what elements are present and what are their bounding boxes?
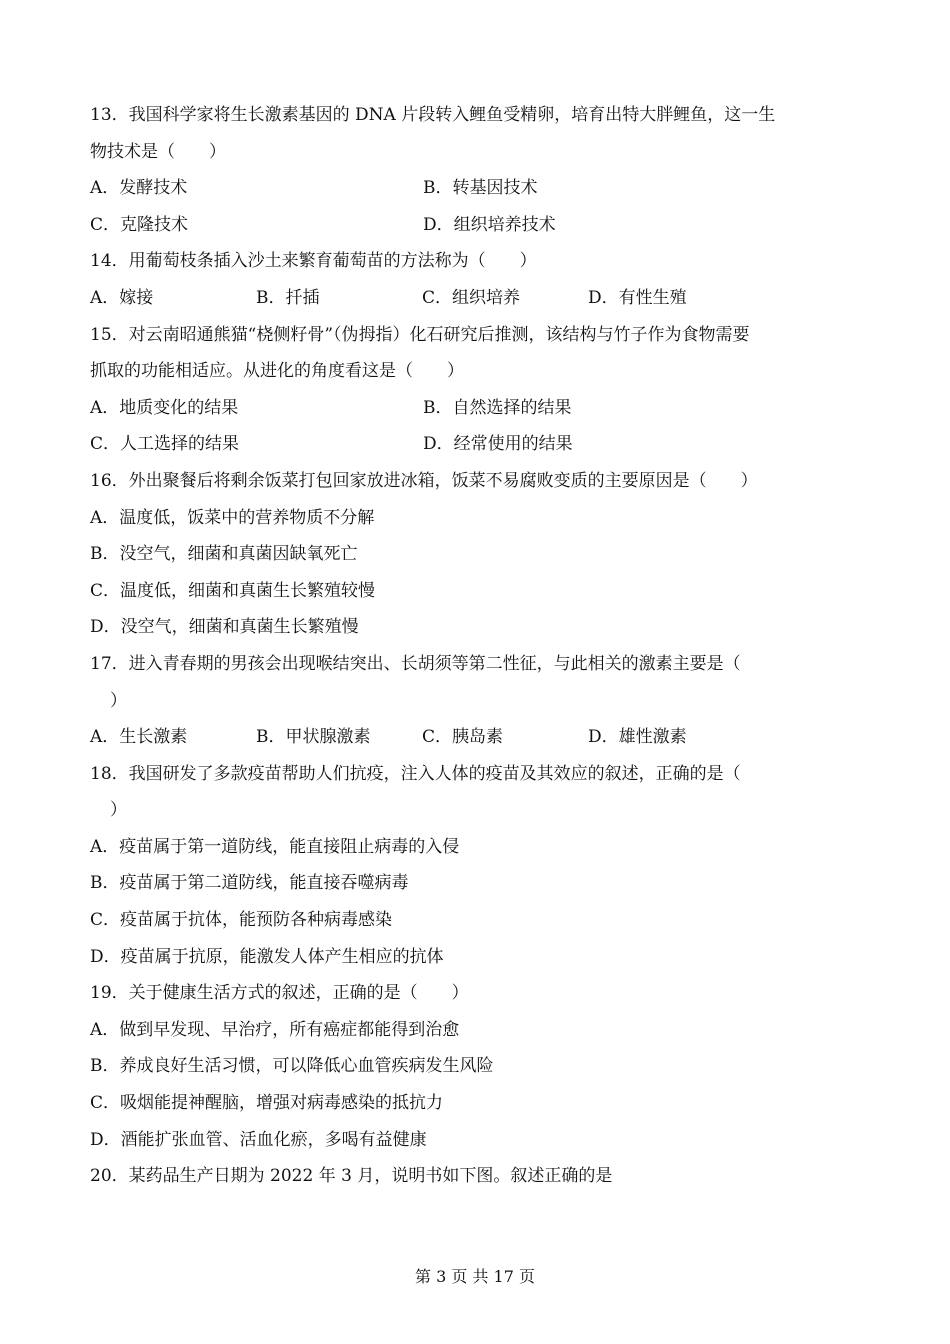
question-stem-continued: ） — [110, 690, 127, 711]
option-d: D．组织培养技术 — [423, 214, 556, 235]
page-footer: 第 3 页 共 17 页 — [415, 1267, 535, 1286]
question-stem: 13．我国科学家将生长激素基因的 DNA 片段转入鲤鱼受精卵，培育出特大胖鲤鱼，这一生 — [90, 105, 776, 125]
option-d: D．经常使用的结果 — [423, 434, 573, 455]
option-d: D．有性生殖 — [588, 287, 687, 308]
option-a: A．生长激素 — [90, 727, 188, 748]
option-b: B．扦插 — [256, 287, 320, 308]
option-b: B．转基因技术 — [423, 178, 538, 199]
question-15 — [90, 317, 860, 463]
question-stem: 抓取的功能相适应。从进化的角度看这是（ ） — [90, 361, 464, 382]
question-stem: 14．用葡萄枝条插入沙土来繁育葡萄苗的方法称为（ ） — [90, 251, 537, 272]
option-c: C．人工选择的结果 — [90, 434, 240, 455]
question-stem: 18．我国研发了多款疫苗帮助人们抗疫，注入人体的疫苗及其效应的叙述，正确的是（ — [90, 763, 741, 784]
question-stem-continued: ） — [110, 800, 127, 821]
option-a: A．发酵技术 — [90, 178, 188, 199]
question-stem: 物技术是（ ） — [90, 141, 226, 162]
option-c: C．胰岛素 — [422, 727, 504, 748]
option-b: B．甲状腺激素 — [256, 727, 371, 748]
option-d: D．疫苗属于抗原，能激发人体产生相应的抗体 — [90, 946, 444, 967]
option-b: B．养成良好生活习惯，可以降低心血管疾病发生风险 — [90, 1056, 494, 1077]
option-c: C．疫苗属于抗体，能预防各种病毒感染 — [90, 910, 393, 931]
question-stem: 16．外出聚餐后将剩余饭菜打包回家放进冰箱，饭菜不易腐败变质的主要原因是（ ） — [90, 470, 758, 491]
option-b: B．自然选择的结果 — [423, 397, 572, 418]
question-list — [90, 97, 860, 1195]
question-stem: 17．进入青春期的男孩会出现喉结突出、长胡须等第二性征，与此相关的激素主要是（ — [90, 653, 741, 674]
question-16 — [90, 463, 860, 646]
option-a: A．疫苗属于第一道防线，能直接阻止病毒的入侵 — [90, 836, 460, 857]
question-14 — [90, 243, 860, 316]
option-b: B．疫苗属于第二道防线，能直接吞噬病毒 — [90, 873, 409, 894]
question-19 — [90, 975, 860, 1158]
option-d: D．雄性激素 — [588, 727, 687, 748]
option-c: C．温度低，细菌和真菌生长繁殖较慢 — [90, 580, 376, 601]
option-c: C．克隆技术 — [90, 214, 189, 235]
option-c: C．吸烟能提神醒脑，增强对病毒感染的抵抗力 — [90, 1093, 444, 1114]
question-stem: 15．对云南昭通熊猫“桡侧籽骨”（伪拇指）化石研究后推测，该结构与竹子作为食物需要 — [90, 324, 750, 345]
question-18 — [90, 756, 860, 976]
question-stem: 20．某药品生产日期为 2022 年 3 月，说明书如下图。叙述正确的是 — [90, 1166, 613, 1187]
option-a: A．嫁接 — [90, 287, 154, 308]
option-c: C．组织培养 — [422, 287, 521, 308]
option-a: A．温度低，饭菜中的营养物质不分解 — [90, 507, 375, 528]
option-a: A．做到早发现、早治疗，所有癌症都能得到治愈 — [90, 1019, 460, 1040]
question-17 — [90, 646, 860, 756]
option-d: D．没空气，细菌和真菌生长繁殖慢 — [90, 617, 359, 638]
question-13 — [90, 97, 860, 243]
option-d: D．酒能扩张血管、活血化瘀，多喝有益健康 — [90, 1129, 427, 1150]
question-stem: 19．关于健康生活方式的叙述，正确的是（ ） — [90, 983, 469, 1004]
option-b: B．没空气，细菌和真菌因缺氧死亡 — [90, 544, 358, 565]
option-a: A．地质变化的结果 — [90, 397, 239, 418]
question-20 — [90, 1158, 860, 1195]
